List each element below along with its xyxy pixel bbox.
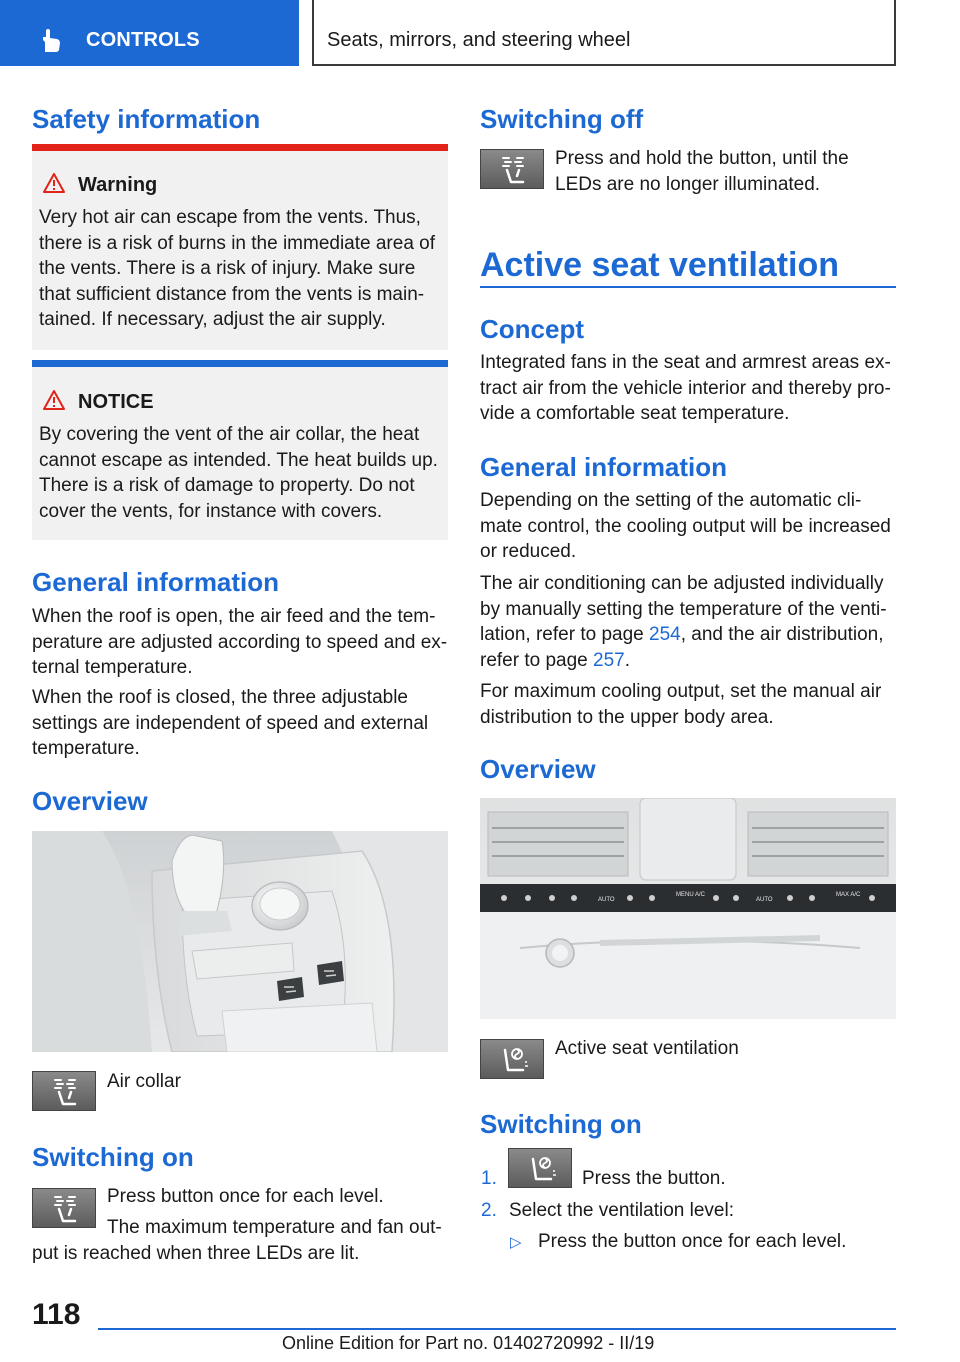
air-collar-photo (32, 831, 448, 1052)
switching-on-p1-left: Press button once for each level. (107, 1186, 384, 1207)
step-1-text: Press the button. (582, 1168, 726, 1189)
warning-bar (32, 144, 448, 151)
overview-heading-left: Overview (32, 786, 148, 816)
air-collar-button-icon-3 (480, 149, 544, 189)
general-p2-text-a: The air conditioning can be adjusted individually by manually setting the temperature of the venti-lation, refer to page (480, 573, 887, 645)
general-p2-right (480, 571, 896, 673)
warning-box (32, 144, 448, 350)
page-link-257[interactable]: 257 (593, 649, 625, 671)
bullet-triangle-icon: ▷ (510, 1234, 522, 1251)
general-heading-left: General information (32, 567, 280, 597)
notice-text: By covering the vent of the air collar, the heat cannot escape as intended. The heat builds up. There is a risk of damage to property. Do not cover the vents, for instance with covers. (39, 424, 438, 522)
switching-on-heading-left: Switching on (32, 1142, 194, 1172)
step-2-number: 2. (481, 1200, 497, 1221)
air-collar-caption: Air collar (107, 1071, 181, 1092)
safety-heading: Safety information (32, 104, 261, 134)
page-link-254[interactable]: 254 (649, 624, 681, 645)
panel-auto-left: AUTO (598, 897, 615, 903)
overview-heading-right: Overview (480, 754, 596, 784)
general-p2-text-c: . (624, 649, 631, 671)
climate-panel-photo (480, 798, 896, 1019)
step-1-number: 1. (481, 1168, 497, 1189)
heading-rule (480, 286, 896, 288)
air-collar-button-icon (32, 1071, 96, 1111)
general-p2-left: When the roof is closed, the three adjustable settings are independent of speed and external temperature. (32, 687, 429, 759)
air-collar-button-icon-2 (32, 1188, 96, 1228)
bullet-1-text: Press the button once for each level. (538, 1231, 847, 1252)
page-number: 118 (32, 1298, 81, 1331)
warning-text: Very hot air can escape from the vents. Thus, there is a risk of burns in the immediate area of the vents. There is a risk of injury. Make sure that sufficient distance from the vents is main-tained. If necessary, adjust the air supply. (39, 207, 436, 330)
switching-on-p2b-left: put is reached when three LEDs are lit. (32, 1243, 360, 1264)
seat-ventilation-button-icon (480, 1039, 544, 1079)
warning-triangle-icon (42, 172, 66, 194)
chapter-title: Seats, mirrors, and steering wheel (327, 29, 631, 51)
switching-off-text: Press and hold the button, until the LEDs are no longer illuminated. (555, 148, 849, 195)
panel-auto-right: AUTO (756, 897, 773, 903)
active-ventilation-heading: Active seat ventilation (480, 246, 840, 284)
switching-on-p2a-left: The maximum temperature and fan out- (107, 1217, 442, 1238)
section-label: CONTROLS (86, 29, 200, 51)
general-p2-text-b: , and the air distribution, refer to page (480, 624, 884, 671)
seat-ventilation-button-icon-2 (508, 1148, 572, 1188)
page-header (0, 0, 960, 66)
general-heading-right: General information (480, 452, 728, 482)
seat-ventilation-caption: Active seat ventilation (555, 1038, 739, 1059)
general-p3-right: For maximum cooling output, set the manual air distribution to the upper body area. (480, 681, 882, 728)
concept-text: Integrated fans in the seat and armrest areas ex-tract air from the vehicle interior and thereby pro-vide a comfortable seat temperature. (480, 352, 891, 424)
hand-icon (38, 28, 64, 54)
general-p1-right: Depending on the setting of the automatic cli-mate control, the cooling output will be increased or reduced. (480, 490, 891, 562)
switching-off-heading: Switching off (480, 104, 644, 134)
notice-box (32, 360, 448, 540)
general-p1-left: When the roof is open, the air feed and the tem-perature are adjusted according to speed and ex-ternal temperature. (32, 606, 448, 678)
panel-max-ac: MAX A/C (836, 892, 861, 898)
panel-menu-ac: MENU A/C (676, 892, 706, 898)
notice-triangle-icon (42, 389, 66, 411)
concept-heading: Concept (480, 314, 584, 344)
chapter-box (312, 0, 896, 66)
footer-edition: Online Edition for Part no. 01402720992 - II/19 (282, 1333, 655, 1353)
notice-bar (32, 360, 448, 367)
notice-title: NOTICE (78, 391, 154, 413)
switching-on-heading-right: Switching on (480, 1109, 642, 1139)
section-tab (0, 0, 299, 66)
step-2-text: Select the ventilation level: (509, 1200, 734, 1221)
warning-title: Warning (78, 174, 158, 196)
footer-rule (98, 1328, 896, 1330)
